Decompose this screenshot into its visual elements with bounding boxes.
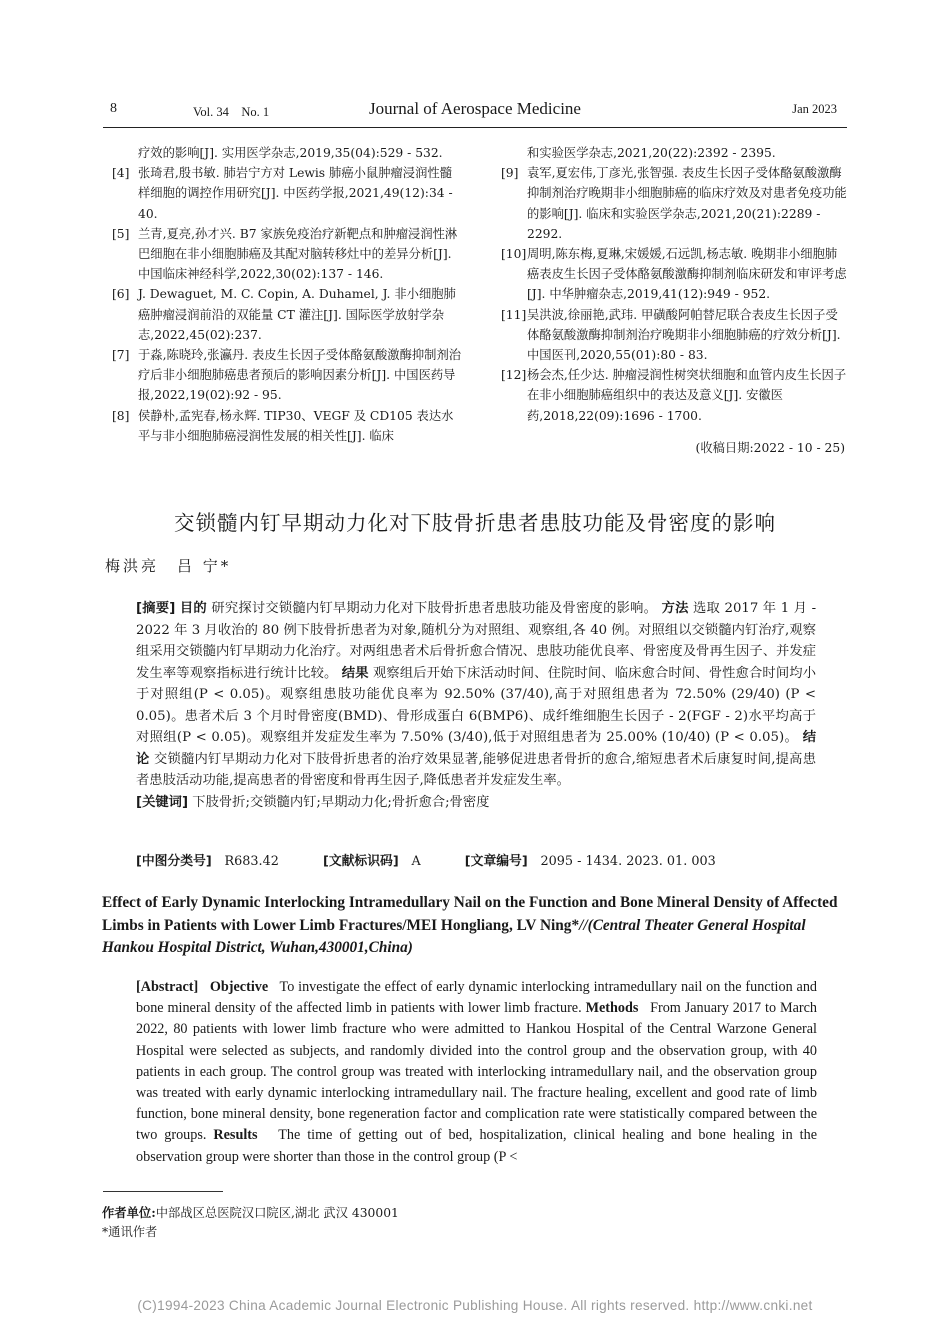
classification-line bbox=[136, 850, 756, 869]
reference-item: [9] 袁军,夏宏伟,丁彦光,张智强. 表皮生长因子受体酪氨酸激酶抑制剂治疗晚期非小细胞肺癌的临床疗效及对患者免疫功能的影响[J]. 临床和实验医学杂志,2021,20(21):2289 - 2292. bbox=[501, 166, 847, 241]
reference-item: [8] 侯静朴,孟宪春,杨永辉. TIP30、VEGF 及 CD105 表达水平与非小细胞肺癌浸润性发展的相关性[J]. 临床 bbox=[112, 408, 454, 443]
issue-date: Jan 2023 bbox=[792, 102, 837, 116]
references-right-column bbox=[501, 143, 849, 471]
en-methods-label: Methods bbox=[585, 1000, 639, 1017]
doc-code-value: A bbox=[411, 854, 421, 869]
article-title: 交锁髓内钉早期动力化对下肢骨折患者患肢功能及骨密度的影响 bbox=[174, 511, 776, 535]
english-abstract bbox=[136, 977, 817, 1168]
article-number-value: 2095 - 1434. 2023. 01. 003 bbox=[540, 854, 716, 869]
reference-item: [12] 杨会杰,任少达. 肿瘤浸润性树突状细胞和血管内皮生长因子在非小细胞肺癌组织中的表达及意义[J]. 安徽医药,2018,22(09):1696 - 1700. bbox=[501, 368, 847, 423]
reference-item: [6] J. Dewaguet, M. C. Copin, A. Duhamel, J. 非小细胞肺癌肿瘤浸润前沿的双能量 CT 灌注[J]. 国际医学放射学杂志,2022,45(02):237. bbox=[112, 287, 456, 342]
article-number-label: [文章编号] bbox=[464, 854, 528, 869]
reference-item: [5] 兰青,夏亮,孙才兴. B7 家族免疫治疗新靶点和肿瘤浸润性淋巴细胞在非小细胞肺癌及其配对脑转移灶中的差异分析[J]. 中国临床神经科学,2022,30(02):137 - 146. bbox=[112, 226, 458, 282]
english-title-text: Effect of Early Dynamic Interlocking Intramedullary Nail on the Function and Bone Mineral Density of Affected Limbs in Patients with Lower Limb Fractures/MEI Hongliang, LV Ning* bbox=[102, 894, 838, 934]
keywords-text: 下肢骨折;交锁髓内钉;早期动力化;骨折愈合;骨密度 bbox=[192, 794, 490, 810]
footnote bbox=[102, 1203, 399, 1242]
en-abstract-label: [Abstract] bbox=[136, 979, 199, 995]
received-date: (收稿日期:2022 - 10 - 25) bbox=[695, 441, 845, 456]
reference-item: [11] 吴洪波,徐丽艳,武玮. 甲磺酸阿帕替尼联合表皮生长因子受体酪氨酸激酶抑制剂治疗晚期非小细胞肺癌的疗效分析[J]. 中国医刊,2020,55(01):80 - 83. bbox=[501, 307, 841, 363]
references-left-column bbox=[112, 143, 464, 446]
conclusion-label: 结论 bbox=[136, 730, 816, 767]
en-objective-text: To investigate the effect of early dynamic interlocking intramedullary nail on the function and bone mineral density of the affected limb in patients with lower limb fracture. bbox=[136, 979, 818, 1017]
reference-item: 和实验医学杂志,2021,20(22):2392 - 2395. bbox=[527, 146, 776, 160]
footnote-rule bbox=[103, 1191, 223, 1192]
corresponding-author-note: *通讯作者 bbox=[102, 1225, 158, 1239]
reference-item: [10] 周明,陈东梅,夏琳,宋媛媛,石远凯,杨志敏. 晚期非小细胞肺癌表皮生长因子受体酪氨酸激酶抑制剂临床研发和审评考虑[J]. 中华肿瘤杂志,2019,41(12):949 - 952. bbox=[501, 247, 847, 302]
english-title bbox=[102, 892, 849, 960]
methods-text: 选取 2017 年 1 月 - 2022 年 3 月收治的 80 例下肢骨折患者为对象,随机分为对照组、观察组,各 40 例。对照组以交锁髓内钉治疗,观察组采用交锁髓内钉早期动力化治疗。对两组患者术后骨折愈合情况、患肢功能优良率、骨密度及骨再生因子、并发症发生率等观察指标进行统计比较。 bbox=[136, 601, 817, 681]
reference-item: [4] 张琦君,殷书敏. 肺岩宁方对 Lewis 肺癌小鼠肿瘤浸润性髓样细胞的调控作用研究[J]. 中医药学报,2021,49(12):34 - 40. bbox=[112, 166, 453, 221]
article-authors: 梅洪亮 吕 宁* bbox=[105, 557, 232, 575]
abstract-label: [摘要] bbox=[136, 601, 176, 616]
copyright-footer: (C)1994-2023 China Academic Journal Electronic Publishing House. All rights reserved. http://www.cnki.net bbox=[137, 1298, 813, 1313]
en-results-text: The time of getting out of bed, hospitalization, clinical healing and bone healing in the observation group were shorter than those in the control group (P < bbox=[136, 1127, 817, 1165]
doc-code-label: [文献标识码] bbox=[322, 854, 399, 869]
en-objective-label: Objective bbox=[209, 979, 269, 995]
english-affiliation: //(Central Theater General Hospital Hankou Hospital District, Wuhan,430001,China) bbox=[102, 916, 806, 956]
author-unit-label: 作者单位: bbox=[102, 1205, 156, 1220]
en-results-label: Results bbox=[213, 1127, 258, 1144]
results-label: 结果 bbox=[341, 665, 369, 681]
objective-label: 目的 bbox=[179, 601, 207, 616]
header-rule bbox=[103, 127, 847, 128]
reference-item: [7] 于淼,陈晓玲,张瀛丹. 表皮生长因子受体酪氨酸激酶抑制剂治疗后非小细胞肺癌患者预后的影响因素分析[J]. 中国医药导报,2022,19(02):92 - 95. bbox=[112, 348, 462, 403]
conclusion-text: 交锁髓内钉早期动力化对下肢骨折患者的治疗效果显著,能够促进患者骨折的愈合,缩短患者术后康复时间,提高患者患肢活动功能,提高患者的骨密度和骨再生因子,降低患者并发症发生率。 bbox=[136, 751, 817, 788]
running-header bbox=[103, 99, 847, 123]
page-number: 8 bbox=[110, 101, 117, 116]
chinese-abstract bbox=[136, 598, 816, 813]
methods-label: 方法 bbox=[661, 601, 689, 616]
clc-label: [中图分类号] bbox=[136, 854, 212, 869]
results-text: 观察组后开始下床活动时间、住院时间、临床愈合时间、骨性愈合时间均小于对照组(P < 0.05)。观察组患肢功能优良率为 92.50% (37/40),高于对照组患者为 72.50% (29/40) (P < 0.05)。患者术后 3 个月时骨密度(BMD)、骨形成蛋白 6(BMP6)、成纤维细胞生长因子 - 2(FGF - 2)水平均高于对照组(P < 0.05)。观察组并发症发生率为 7.50% (3/40),低于对照组患者为 25.00% (10/40) (P < 0.05)。 bbox=[136, 665, 816, 745]
author-unit: 中部战区总医院汉口院区,湖北 武汉 430001 bbox=[155, 1206, 399, 1220]
en-methods-text: From January 2017 to March 2022, 80 patients with lower limb fracture who were admitted to Hankou Hospital of the Central Warzone General Hospital were selected as subjects, and randomly divided into the control group and the observation group, with 40 patients in each group. The control group was treated with interlocking intramedullary nail, and the observation group was treated with early dynamic interlocking intramedullary nail. The fracture healing, excellent and good rate of limb function, bone mineral density, bone regeneration factor and complication rate were statistically compared between the two groups. bbox=[136, 1000, 818, 1144]
objective-text: 研究探讨交锁髓内钉早期动力化对下肢骨折患者患肢功能及骨密度的影响。 bbox=[211, 601, 658, 616]
reference-item: 疗效的影响[J]. 实用医学杂志,2019,35(04):529 - 532. bbox=[138, 146, 443, 160]
volume-issue: Vol. 34 No. 1 bbox=[193, 105, 270, 119]
clc-value: R683.42 bbox=[224, 854, 279, 869]
journal-title: Journal of Aerospace Medicine bbox=[369, 99, 581, 118]
keywords-label: [关键词] bbox=[136, 794, 189, 810]
